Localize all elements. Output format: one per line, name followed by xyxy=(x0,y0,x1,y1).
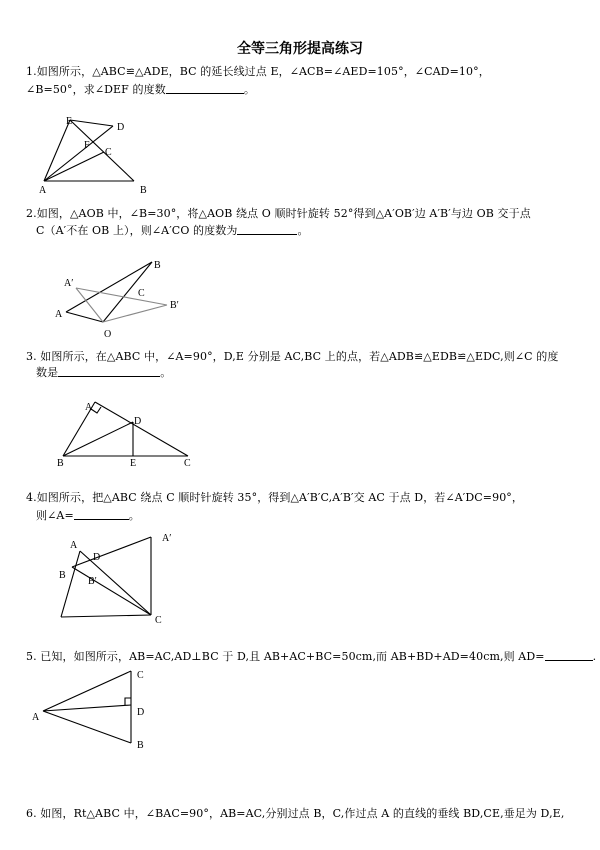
fig3-label-a: A xyxy=(85,402,93,413)
fig5-label-c: C xyxy=(137,670,144,681)
fig5-segment xyxy=(43,705,131,711)
problem-1-suffix: 。 xyxy=(243,83,255,96)
fig3-label-b: B xyxy=(57,458,64,469)
problem-6-line-1: 6. 如图，Rt△ABC 中，∠BAC=90°，AB=AC,分别过点 B，C,作过点 A 的直线的垂线 BD,CE,垂足为 D,E, xyxy=(26,807,565,820)
fig2-label-o: O xyxy=(104,329,112,340)
fig1-label-d: D xyxy=(117,122,125,133)
problem-2-suffix: 。 xyxy=(297,224,309,237)
problem-4-suffix: 。 xyxy=(128,509,140,522)
fig3-label-c: C xyxy=(184,458,191,469)
fig2-label-b-prime: B′ xyxy=(170,300,179,311)
problem-5-suffix: . xyxy=(592,650,597,663)
fig5-label-d: D xyxy=(137,707,145,718)
fig2-label-a-prime: A′ xyxy=(64,278,74,289)
fig1-label-c: C xyxy=(105,147,112,158)
fig1-label-f: F xyxy=(84,140,90,151)
problem-2-line-1: 2.如图，△AOB 中，∠B=30°，将△AOB 绕点 O 顺时针旋转 52°得到△A′OB′边 A′B′与边 OB 交于点 xyxy=(26,207,531,220)
problem-2-text: C（A′不在 OB 上），则∠A′CO 的度数为 xyxy=(36,224,238,237)
fig4-label-a-prime: A′ xyxy=(162,533,172,544)
problem-1-line-1: 1.如图所示，△ABC≌△ADE，BC 的延长线过点 E，∠ACB=∠AED=105°，∠CAD=10°， xyxy=(26,65,490,78)
fig2-label-a: A xyxy=(55,309,63,320)
fig5-segment xyxy=(43,671,131,711)
fig5-label-a: A xyxy=(32,712,40,723)
fig5-label-b: B xyxy=(137,740,144,751)
fig5-right-angle-mark xyxy=(125,698,131,705)
fig4-label-a: A xyxy=(70,540,78,551)
problem-4-text: 则∠A= xyxy=(36,509,74,522)
problem-5-text: 5. 已知，如图所示，AB=AC,AD⊥BC 于 D,且 AB+AC+BC=50cm,而 AB+BD+AD=40cm,则 AD= xyxy=(26,650,545,663)
fig1-label-a: A xyxy=(39,185,47,196)
problem-3-line-1: 3. 如图所示，在△ABC 中，∠A=90°，D,E 分别是 AC,BC 上的点，若△ADB≌△EDB≌△EDC,则∠C 的度 xyxy=(26,350,559,363)
fig4-label-b-prime: B′ xyxy=(88,576,97,587)
fig4-label-d: D xyxy=(93,552,101,563)
fig4-label-b: B xyxy=(59,570,66,581)
problem-1-text: ∠B=50°，求∠DEF 的度数 xyxy=(26,83,166,96)
fig4-label-c: C xyxy=(155,615,162,626)
fig5-segment xyxy=(43,711,131,743)
problem-3-text: 数是 xyxy=(36,366,59,379)
problem-4-line-1: 4.如图所示，把△ABC 绕点 C 顺时针旋转 35°，得到△A′B′C,A′B′交 AC 于点 D，若∠A′DC=90°， xyxy=(26,491,524,504)
fig1-label-e: E xyxy=(66,116,73,127)
fig2-label-c: C xyxy=(138,288,145,299)
problem-3-suffix: 。 xyxy=(160,366,172,379)
fig3-label-e: E xyxy=(130,458,137,469)
page-title: 全等三角形提高练习 xyxy=(237,41,363,57)
fig2-label-b: B xyxy=(154,260,161,271)
fig1-label-b: B xyxy=(140,185,147,196)
fig3-label-d: D xyxy=(134,416,142,427)
